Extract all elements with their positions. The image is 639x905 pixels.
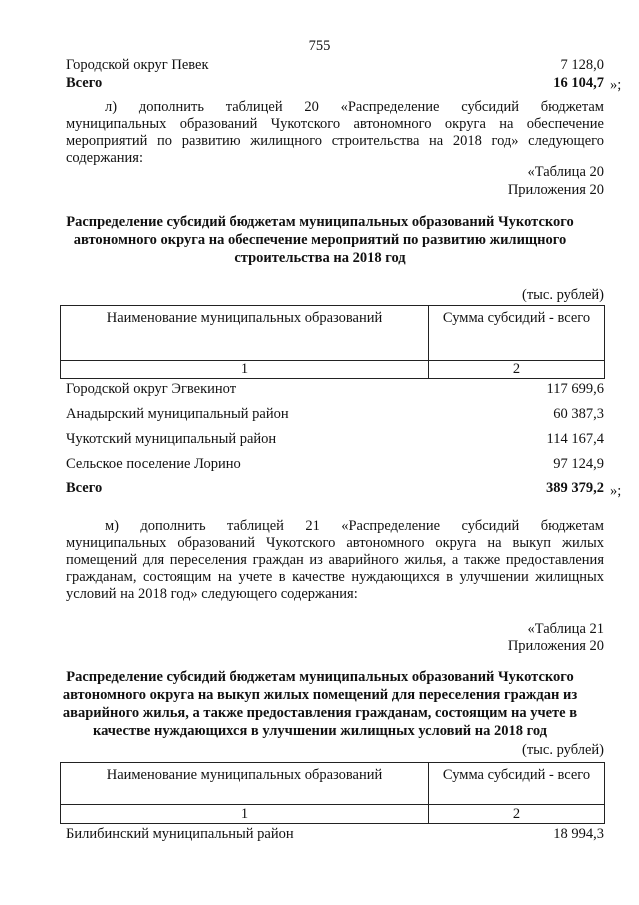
table-row [66,431,604,449]
table-row [66,381,604,399]
table20-title: Распределение субсидий бюджетам муниципальных образований Чукотского автономного округа на обеспечение мероприятий по развитию жилищного строительства на 2018 год [66,214,574,266]
row-name: Городской округ Певек [66,57,209,73]
paragraph-m-line2: муниципальных образований Чукотского автономного округа на выкуп жилых [66,535,604,551]
row-value: 7 128,0 [560,57,604,73]
row-value: 18 994,3 [553,826,604,842]
table20-col2-num: 2 [429,361,605,379]
row-value: 117 699,6 [546,381,604,397]
page-number: 755 [308,38,331,54]
table21-header [60,762,605,824]
paragraph-m-line5: условий на 2018 год» следующего содержания: [66,586,358,602]
table-row [66,57,604,75]
row-value: 60 387,3 [553,406,604,422]
row-value: 114 167,4 [546,431,604,447]
table20-ref-line2: Приложения 20 [507,182,604,198]
total-value: 389 379,2 [546,480,604,496]
total-label: Всего [66,75,103,91]
table21-col2-num: 2 [429,805,605,824]
total-value: 16 104,7 [553,75,604,91]
paragraph-m-line1: м) дополнить таблицей 21 «Распределение субсидий бюджетам [105,518,604,534]
paragraph-l-line1: л) дополнить таблицей 20 «Распределение субсидий бюджетам [105,99,604,115]
table21-ref-line2: Приложения 20 [507,638,604,654]
paragraph-l-line2: муниципальных образований Чукотского автономного округа на обеспечение [66,116,604,132]
table20-unit: (тыс. рублей) [522,287,604,303]
table21-col1-num: 1 [61,805,429,824]
table-row [66,456,604,474]
table20-header [60,305,605,379]
row-name: Анадырский муниципальный район [66,406,289,422]
table21-unit: (тыс. рублей) [522,742,604,758]
table21-ref-line1: «Таблица 21 [527,621,604,637]
row-name: Сельское поселение Лорино [66,456,241,472]
paragraph-m-line4: гражданам, состоящим на учете в качестве нуждающихся в улучшении жилищных [66,569,604,585]
table20-col1-num: 1 [61,361,429,379]
table21-col1-header: Наименование муниципальных образований [61,763,429,805]
table-row [66,826,604,844]
table21-col2-header: Сумма субсидий - всего [429,763,605,805]
table20-col2-header: Сумма субсидий - всего [429,306,605,361]
table-row [66,406,604,424]
closing-mark: »; [610,483,622,499]
total-label: Всего [66,480,103,496]
table21-title: Распределение субсидий бюджетам муниципальных образований Чукотского автономного округа на выкуп жилых помещений для переселения граждан из аварийного жилья, а также предоставления гражданам, состоящим на учете в качестве нуждающихся в улучшении жилищных условий на 2018 год [62,669,578,739]
paragraph-l-line4: содержания: [66,150,144,166]
row-value: 97 124,9 [553,456,604,472]
total-row [66,480,604,498]
row-name: Билибинский муниципальный район [66,826,294,842]
paragraph-l-line3: мероприятий по развитию жилищного строительства на 2018 год» следующего [66,133,604,149]
total-row [66,75,604,93]
table20-ref-line1: «Таблица 20 [527,164,604,180]
paragraph-m-line3: помещений для переселения граждан из аварийного жилья, а также предоставления [66,552,604,568]
table20-col1-header: Наименование муниципальных образований [61,306,429,361]
row-name: Чукотский муниципальный район [66,431,277,447]
row-name: Городской округ Эгвекинот [66,381,237,397]
closing-mark: »; [610,77,622,93]
